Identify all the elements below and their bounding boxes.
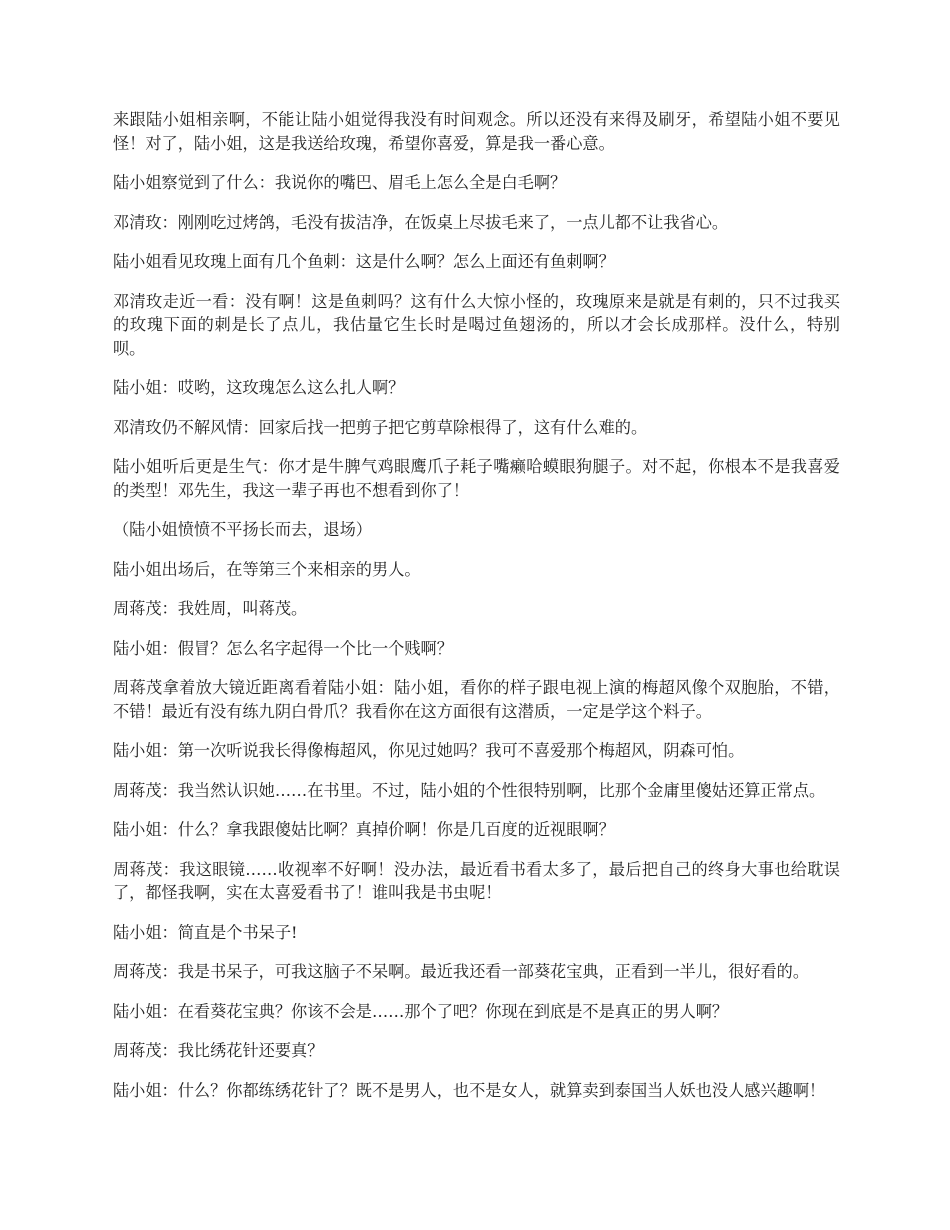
paragraph: 陆小姐：简直是个书呆子! <box>113 922 298 942</box>
paragraph: 陆小姐：假冒？怎么名字起得一个比一个贱啊？ <box>113 638 453 658</box>
paragraph: 邓清玫仍不解风情：回家后找一把剪子把它剪草除根得了，这有什么难的。 <box>113 417 648 437</box>
paragraph: 陆小姐出场后，在等第三个来相亲的男人。 <box>113 559 421 579</box>
paragraph: 陆小姐：什么？拿我跟傻姑比啊？真掉价啊！你是几百度的近视眼啊？ <box>113 820 615 839</box>
paragraph: 陆小姐：什么？你都练绣花针了？既不是男人，也不是女人，就算卖到泰国当人妖也没人感兴趣啊！ <box>113 1080 826 1100</box>
paragraph: 陆小姐听后更是生气：你才是牛脾气鸡眼鹰爪子耗子嘴癞哈蟆眼狗腿子。对不起，你根本不是我喜爱的类型！邓先生，我这一辈子再也不想看到你了！ <box>113 457 840 500</box>
paragraph: 陆小姐看见玫瑰上面有几个鱼刺：这是什么啊？怎么上面还有鱼刺啊？ <box>113 252 615 271</box>
document-page <box>113 108 840 1118</box>
paragraph: 来跟陆小姐相亲啊，不能让陆小姐觉得我没有时间观念。所以还没有来得及刷牙，希望陆小姐不要见怪！对了，陆小姐，这是我送给玫瑰，希望你喜爱，算是我一番心意。 <box>113 110 840 153</box>
paragraph: 周蒋茂：我是书呆子，可我这脑子不呆啊。最近我还看一部葵花宝典，正看到一半儿，很好看的。 <box>113 962 810 981</box>
paragraph: 邓清玫走近一看：没有啊！这是鱼刺吗？这有什么大惊小怪的，玫瑰原来是就是有刺的，只不过我买的玫瑰下面的刺是长了点儿，我估量它生长时是喝过鱼翅汤的，所以才会长成那样。没什么，特别呗。 <box>113 291 840 358</box>
paragraph: 陆小姐：在看葵花宝典？你该不会是……那个了吧？你现在到底是不是真正的男人啊？ <box>113 1001 729 1021</box>
paragraph: 陆小姐察觉到了什么：我说你的嘴巴、眉毛上怎么全是白毛啊？ <box>113 173 567 192</box>
paragraph: 周蒋茂：我姓周，叫蒋茂。 <box>113 599 308 618</box>
paragraph: 邓清玫：刚刚吃过烤鸽，毛没有拔洁净，在饭桌上尽拔毛来了，一点儿都不让我省心。 <box>113 212 729 232</box>
stage-direction: （陆小姐愤愤不平扬长而去，退场） <box>113 520 372 539</box>
paragraph: 陆小姐：第一次听说我长得像梅超风，你见过她吗？我可不喜爱那个梅超风，阴森可怕。 <box>113 741 745 760</box>
paragraph: 周蒋茂拿着放大镜近距离看着陆小姐：陆小姐，看你的样子跟电视上演的梅超风像个双胞胎，不错，不错！最近有没有练九阴白骨爪？我看你在这方面很有这潜质，一定是学这个料子。 <box>113 678 840 721</box>
paragraph: 周蒋茂：我当然认识她……在书里。不过，陆小姐的个性很特别啊，比那个金庸里傻姑还算正常点。 <box>113 780 826 800</box>
paragraph: 周蒋茂：我比绣花针还要真？ <box>113 1041 324 1060</box>
paragraph: 陆小姐：哎哟，这玫瑰怎么这么扎人啊？ <box>113 378 405 397</box>
paragraph: 周蒋茂：我这眼镜……收视率不好啊！没办法，最近看书看太多了，最后把自己的终身大事也给耽误了，都怪我啊，实在太喜爱看书了！谁叫我是书虫呢！ <box>113 859 840 902</box>
